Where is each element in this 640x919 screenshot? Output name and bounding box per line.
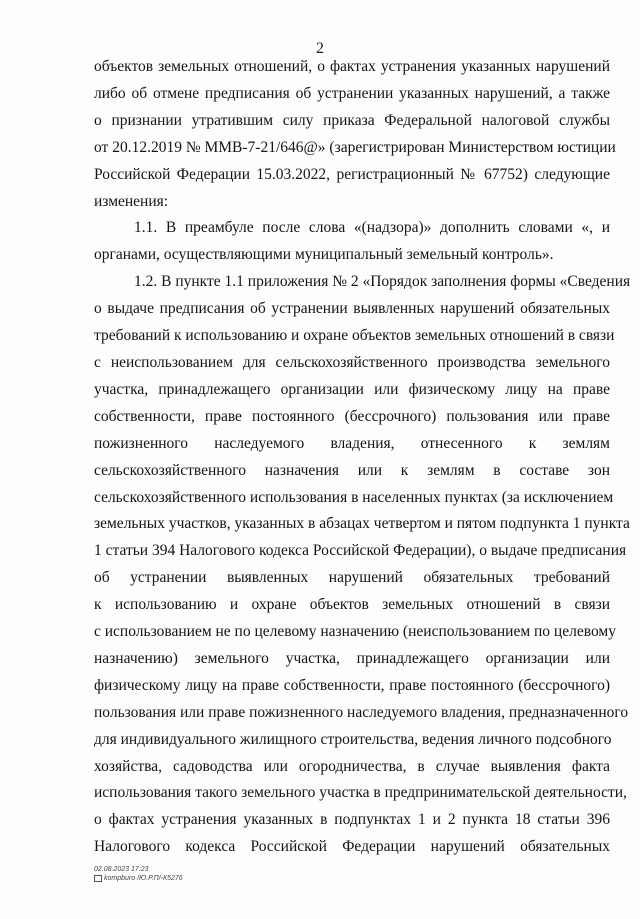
text-line: для индивидуального жилищного строительства, ведения личного подсобного <box>94 730 612 748</box>
text-line: собственности, праве постоянного (бессрочного) пользования или праве <box>94 407 610 425</box>
text-line: о выдаче предписания об устранении выявленных нарушений обязательных <box>94 300 610 318</box>
footer-file-line <box>94 874 183 883</box>
text-line: об устранении выявленных нарушений обязательных требований <box>94 569 610 587</box>
text-line: Российской Федерации 15.03.2022, регистрационный № 67752) следующие <box>94 165 610 183</box>
text-line: требований к использованию и охране объектов земельных отношений в связи <box>94 327 615 345</box>
text-line: к использованию и охране объектов земельных отношений в связи <box>94 596 610 614</box>
text-line: сельскохозяйственного назначения или к землям в составе зон <box>94 461 610 479</box>
footer-stamp <box>94 865 183 883</box>
text-line: от 20.12.2019 № ММВ-7-21/646@» (зарегистрирован Министерством юстиции <box>94 138 616 156</box>
text-line: объектов земельных отношений, о фактах устранения указанных нарушений <box>94 58 610 75</box>
page-number: 2 <box>316 40 324 57</box>
text-line: хозяйства, садоводства или огородничества, в случае выявления факта <box>94 757 610 775</box>
text-line: о фактах устранения указанных в подпунктах 1 и 2 пункта 18 статьи 396 <box>94 811 610 829</box>
body-text <box>94 54 631 861</box>
text-line: назначению) земельного участка, принадлежащего организации или <box>94 649 610 667</box>
text-line: изменения: <box>94 192 169 210</box>
text-line: пожизненного наследуемого владения, отнесенного к землям <box>94 434 610 452</box>
text-line: участка, принадлежащего организации или физическому лицу на праве <box>94 380 610 398</box>
text-line: сельскохозяйственного использования в населенных пунктах (за исключением <box>94 488 614 506</box>
text-line: 1.1. В преамбуле после слова «(надзора)» дополнить словами «, и <box>134 219 610 237</box>
footer-datetime: 02.08.2023 17:23 <box>94 866 149 873</box>
text-line: земельных участков, указанных в абзацах четвертом и пятом подпункта 1 пункта <box>94 515 630 533</box>
text-line: либо об отмене предписания об устранении указанных нарушений, а также <box>94 84 610 102</box>
text-line: органами, осуществляющими муниципальный земельный контроль». <box>94 246 554 264</box>
text-line: о признании утратившим силу приказа Федеральной налоговой службы <box>94 111 610 129</box>
text-line: 1 статьи 394 Налогового кодекса Российской Федерации), о выдаче предписания <box>94 542 627 560</box>
footer-file-ref: kompburo /Ю.Р.П/-К5276 <box>104 875 183 882</box>
text-line: использования такого земельного участка в предпринимательской деятельности, <box>94 784 627 802</box>
text-line: 1.2. В пункте 1.1 приложения № 2 «Порядок заполнения формы «Сведения <box>134 273 631 291</box>
text-line: физическому лицу на праве собственности, праве постоянного (бессрочного) <box>94 676 610 694</box>
text-line: с неиспользованием для сельскохозяйственного производства земельного <box>94 353 610 371</box>
text-line: Налогового кодекса Российской Федерации нарушений обязательных <box>94 838 610 856</box>
text-line: с использованием не по целевому назначению (неиспользованием по целевому <box>94 623 616 641</box>
document-icon <box>94 875 102 882</box>
text-line: пользования или праве пожизненного наследуемого владения, предназначенного <box>94 703 629 721</box>
